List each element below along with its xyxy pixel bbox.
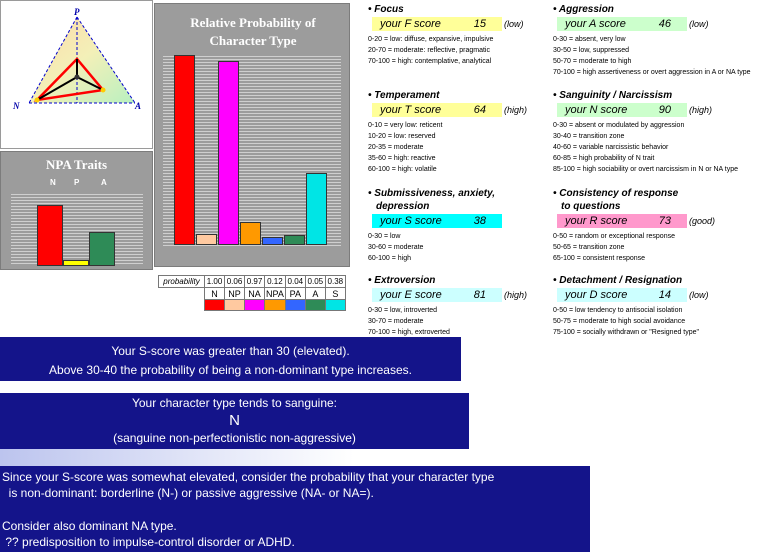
advice-line4: ?? predisposition to impulse-control disorder or ADHD. [2, 535, 295, 549]
score-value: 15 [473, 18, 486, 30]
score-rating-note: (good) [689, 216, 716, 226]
score-rating-note: (low) [689, 19, 709, 29]
section-fade-divider [0, 449, 590, 466]
score-range-item: 20-70 = moderate: reflective, pragmatic [368, 47, 490, 54]
probability-bar-pa [262, 237, 283, 245]
probability-row [159, 276, 346, 288]
score-range-item: 60-85 = high probability of N trait [553, 155, 655, 162]
score-value-box [557, 214, 687, 228]
score-heading: • Consistency of response [553, 188, 679, 199]
score-value-box [557, 288, 687, 302]
npa-letter-p: P [74, 178, 80, 187]
score-value: 38 [473, 215, 486, 227]
probability-bar-a [284, 235, 305, 245]
score-range-item: 50-75 = moderate to high social avoidance [553, 318, 686, 325]
type-color-swatch-pa [285, 300, 305, 311]
score-block-r [553, 187, 716, 264]
score-label: your R score [565, 215, 628, 227]
score-block-s [368, 187, 495, 264]
npa-trait-bar-a [89, 232, 115, 266]
type-color-swatch-npa [265, 300, 286, 311]
probability-value-a: 0.05 [305, 276, 325, 288]
type-color-swatch-s [325, 300, 345, 311]
score-range-item: 20-35 = moderate [368, 144, 424, 151]
score-value-box [372, 214, 502, 228]
s-score-message-line1: Your S-score was greater than 30 (elevated). [111, 344, 350, 358]
probability-bar-np [196, 234, 217, 245]
score-value-box [372, 288, 502, 302]
score-range-item: 0-50 = random or exceptional response [553, 233, 675, 240]
score-rating-note: (high) [689, 105, 713, 115]
score-range-item: 70-100 = high assertiveness or overt aggression in A or NA type [553, 69, 751, 76]
score-heading-continued: depression [376, 201, 430, 212]
score-heading: • Extroversion [368, 275, 436, 286]
type-color-swatch-na [245, 300, 265, 311]
score-range-item: 0-30 = absent or modulated by aggression [553, 122, 685, 129]
score-range-item: 60-100 = high [368, 255, 412, 262]
score-range-item: 70-100 = high, extroverted [368, 329, 450, 336]
probability-bar-s [306, 173, 327, 245]
score-heading: • Detachment / Resignation [553, 275, 683, 286]
type-name-npa: NPA [266, 288, 284, 299]
probability-bar-npa [240, 222, 261, 245]
type-name-na: NA [245, 288, 265, 300]
type-name-a: A [305, 288, 325, 300]
probability-row-label: probability [159, 276, 205, 288]
score-range-item: 0-10 = very low: reticent [368, 122, 443, 129]
probability-value-na: 0.97 [245, 276, 265, 288]
score-range-item: 30-60 = moderate [368, 244, 424, 251]
score-range-item: 40-60 = variable narcissistic behavior [553, 144, 669, 151]
score-rating-note: (high) [504, 290, 528, 300]
score-rating-note: (low) [689, 290, 709, 300]
probability-value-n: 1.00 [205, 276, 225, 288]
score-range-item: 60-100 = high: volatile [368, 166, 437, 173]
score-heading-continued: to questions [561, 201, 621, 212]
score-block-d [553, 274, 709, 338]
score-range-item: 85-100 = high sociability or overt narcissism in N or NA type [553, 166, 738, 173]
score-value-box [557, 17, 687, 31]
probability-value-npa: 0.12 [265, 276, 286, 288]
npa-traits-panel [0, 151, 153, 270]
score-heading: • Sanguinity / Narcissism [553, 90, 673, 101]
score-block-n [553, 89, 738, 175]
score-value: 64 [473, 104, 486, 116]
probability-value-np: 0.06 [225, 276, 245, 288]
score-range-item: 0-30 = low [368, 233, 401, 240]
character-type-letter: N [229, 412, 240, 429]
score-label: your E score [380, 289, 442, 301]
score-range-item: 50-70 = moderate to high [553, 58, 632, 65]
score-value-box [372, 103, 502, 117]
score-value: 81 [473, 289, 486, 301]
score-value: 46 [658, 18, 671, 30]
character-type-description: (sanguine non-perfectionistic non-aggressive) [113, 431, 356, 445]
type-color-row [159, 300, 346, 311]
npa-triangle-diagram [1, 1, 152, 148]
relative-probability-title-line2: Character Type [209, 33, 297, 48]
score-range-item: 75-100 = socially withdrawn or "Resigned type" [553, 329, 700, 336]
probability-bar-na [218, 61, 239, 245]
npa-traits-title: NPA Traits [45, 157, 108, 172]
type-color-swatch-n [205, 300, 225, 311]
probability-value-s: 0.38 [325, 276, 345, 288]
triangle-label-n: N [13, 101, 20, 111]
score-range-item: 65-100 = consistent response [553, 255, 646, 262]
score-range-item: 30-40 = transition zone [553, 133, 625, 140]
score-label: your A score [565, 18, 626, 30]
score-label: your N score [565, 104, 628, 116]
score-value: 90 [658, 104, 671, 116]
probability-bar-n [174, 55, 195, 245]
character-type-message [0, 393, 469, 449]
npa-traits-plot-area [11, 194, 143, 266]
relative-probability-panel [154, 3, 350, 267]
score-block-e [368, 274, 528, 338]
score-label: your F score [380, 18, 441, 30]
score-value-box [557, 103, 687, 117]
triangle-label-p: P [74, 7, 80, 17]
type-name-np: NP [225, 288, 245, 300]
score-label: your D score [565, 289, 628, 301]
score-heading: • Submissiveness, anxiety, [368, 188, 496, 199]
score-range-item: 0-30 = low, introverted [368, 307, 438, 314]
score-block-f [368, 3, 524, 67]
type-name-row [159, 288, 346, 300]
advice-line3: Consider also dominant NA type. [2, 519, 177, 533]
score-value: 14 [658, 289, 671, 301]
probability-table [158, 275, 346, 311]
score-range-item: 30-70 = moderate [368, 318, 424, 325]
relative-probability-title-line1: Relative Probability of [190, 15, 316, 30]
score-value: 73 [658, 215, 671, 227]
score-label: your T score [380, 104, 442, 116]
type-color-swatch-a [305, 300, 325, 311]
s-score-message-line2: Above 30-40 the probability of being a non-dominant type increases. [49, 363, 412, 377]
advice-line1: Since your S-score was somewhat elevated, consider the probability that your character type [2, 470, 495, 484]
npa-trait-bar-p [63, 260, 89, 266]
type-name-n: N [205, 288, 225, 300]
score-range-item: 70-100 = high: contemplative, analytical [368, 58, 492, 65]
s-score-message [0, 337, 461, 381]
score-label: your S score [380, 215, 442, 227]
advice-line2: is non-dominant: borderline (N-) or passive aggressive (NA- or NA=). [2, 486, 374, 500]
type-name-s: S [325, 288, 345, 300]
npa-trait-bar-n [37, 205, 63, 266]
score-rating-note: (low) [504, 19, 524, 29]
score-range-item: 0-30 = absent, very low [553, 36, 626, 43]
relative-probability-title [163, 14, 343, 50]
score-range-item: 50-65 = transition zone [553, 244, 625, 251]
npa-traits-letters [1, 178, 152, 190]
score-value-box [372, 17, 502, 31]
score-range-item: 0-50 = low tendency to antisocial isolation [553, 307, 683, 314]
score-range-item: 30-50 = low, suppressed [553, 47, 630, 54]
npa-letter-a: A [101, 178, 107, 187]
npa-letter-n: N [50, 178, 56, 187]
probability-value-pa: 0.04 [285, 276, 305, 288]
advice-message [0, 466, 590, 552]
score-range-item: 35-60 = high: reactive [368, 155, 436, 162]
character-type-line1: Your character type tends to sanguine: [131, 396, 338, 410]
score-heading: • Focus [368, 4, 404, 15]
type-color-swatch-np [225, 300, 245, 311]
score-range-item: 0-20 = low: diffuse, expansive, impulsive [368, 36, 494, 43]
type-name-pa: PA [285, 288, 305, 300]
triangle-diagram-panel [0, 0, 153, 149]
score-heading: • Aggression [553, 4, 614, 15]
score-block-t [368, 89, 528, 175]
score-block-a [553, 3, 750, 78]
score-rating-note: (high) [504, 105, 528, 115]
triangle-label-a: A [135, 101, 142, 111]
score-heading: • Temperament [368, 90, 440, 101]
score-range-item: 10-20 = low: reserved [368, 133, 436, 140]
